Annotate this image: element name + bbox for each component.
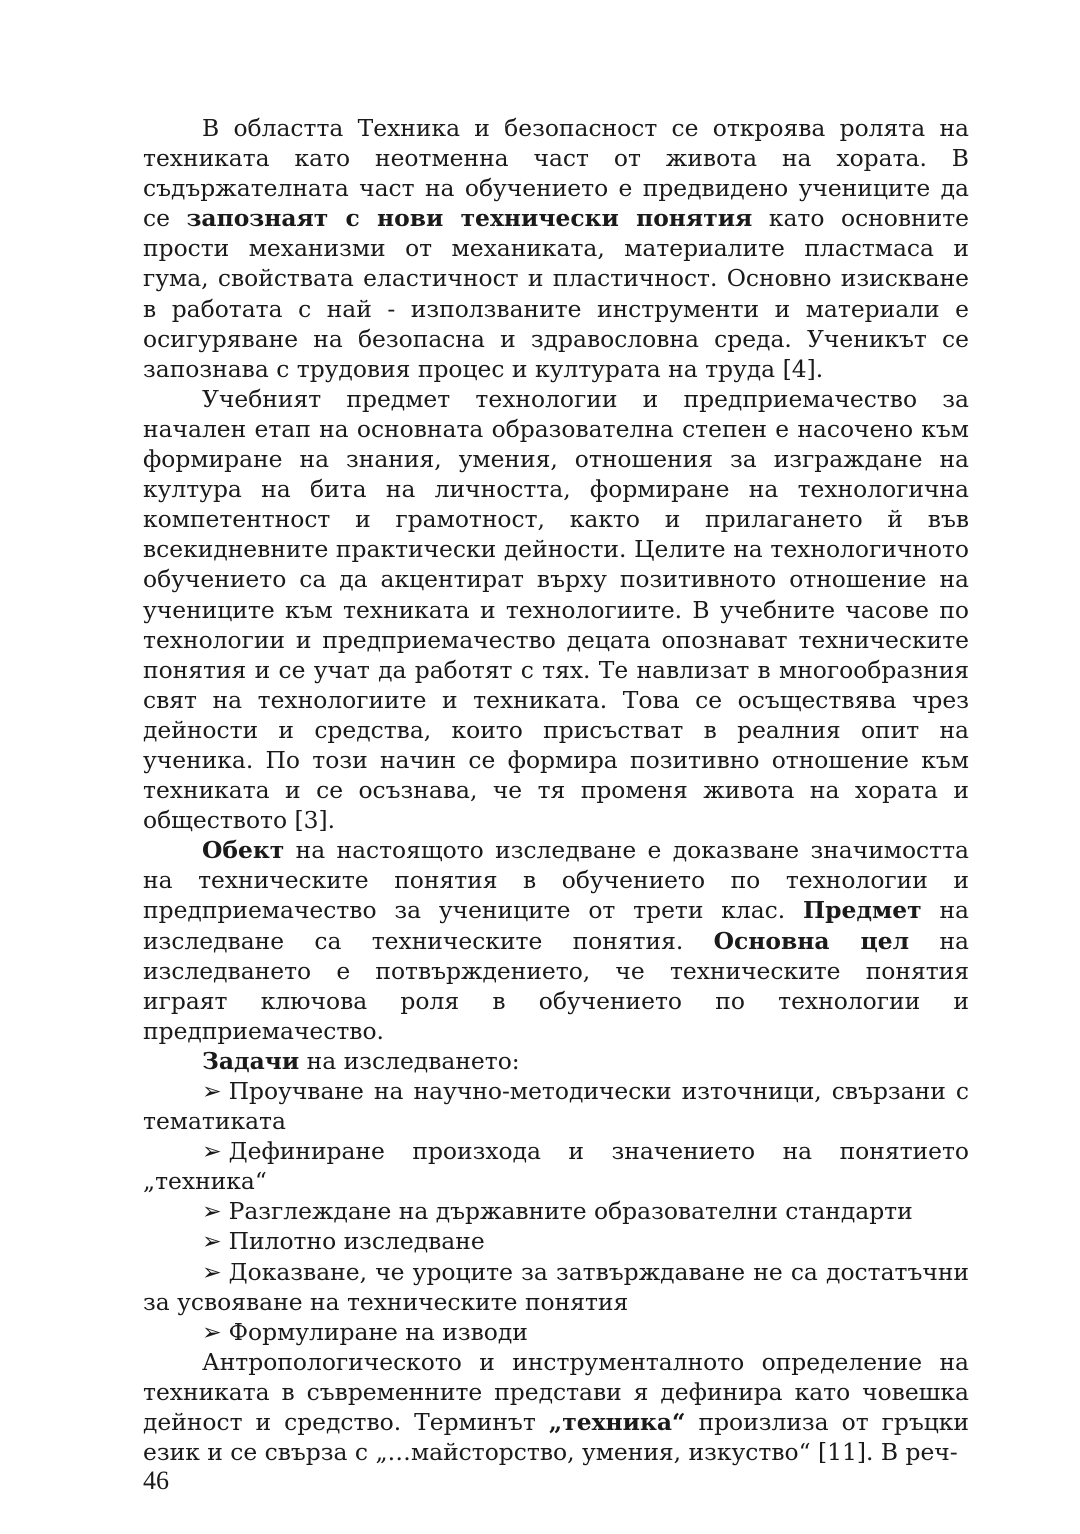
paragraph-subject-technologies [143,384,969,835]
paragraph-3-text-2: на изследване са техническите понятия. [143,896,969,955]
paragraph-3-text-1: на настоящото изследване е доказване значимостта на техническите понятия в обучението по технологии и предприемачество за учениците от трети клас. [143,836,969,925]
paragraph-1-bold: запознаят с нови технически понятия [186,204,753,233]
list-item [143,1136,969,1196]
tasks-heading-bold: Задачи [202,1046,300,1075]
subject-label: Предмет [803,896,922,925]
list-item-text: Дефиниране произхода и значението на понятието „техника“ [143,1137,969,1196]
main-goal-label: Основна цел [713,926,910,955]
paragraph-4-bold: „техника“ [548,1408,686,1437]
arrow-bullet-icon: ➢ [202,1317,222,1346]
list-item [143,1226,969,1256]
body-text [143,113,969,1467]
paragraph-3-text-3: на изследването е потвърждението, че техническите понятия играят ключова роля в обучението по технологии и предприемачество. [143,926,969,1045]
paragraph-1-text-b: като основните прости механизми от механиката, материалите пластмаса и гума, свойствата еластичност и пластичност. Основно изискване в работата с най - използваните инструменти и материали е осигуряване на безопасна и здравословна среда. Ученикът се запознава с трудовия процес и културата на труда [4]. [143,204,969,383]
list-item-text: Разглеждане на държавните образователни стандарти [228,1197,913,1226]
object-label: Обект [202,836,285,865]
paragraph-anthropological [143,1347,969,1467]
arrow-bullet-icon: ➢ [202,1077,222,1105]
arrow-bullet-icon: ➢ [202,1197,222,1226]
paragraph-2-text: Учебният предмет технологии и предприемачество за начален етап на основната образователна степен е насочено към формиране на знания, умения, отношения за изграждане на култура на бита на личността, формиране на технологична компетентност и грамотност, както и прилагането й във всекидневните практически дейности. Целите на технологичното обучението са да акцентират върху позитивното отношение на учениците към техниката и технологиите. В учебните часове по технологии и предприемачество децата опознават техническите понятия и се учат да работят с тях. Те навлизат в многообразния свят на технологиите и техниката. Това се осъществява чрез дейности и средства, които присъстват в реалния опит на ученика. По този начин се формира позитивно отношение към техниката и се осъзнава, че тя променя живота на хората и обществото [3]. [143,384,969,835]
paragraph-4-text-a: Антропологическото и инструменталното определение на техниката в съвременните представи я дефинира като човешка дейност и средство. Терминът [143,1347,969,1437]
list-item-text: Проучване на научно-методически източници, свързани с тематиката [143,1077,969,1136]
list-item [143,1076,969,1136]
tasks-heading [143,1046,969,1076]
paragraph-object-subject-goal [143,835,969,1046]
paragraph-4-text-b: произлиза от гръцки език и се свърза с „…майсторство, умения, изкуство“ [11]. В реч- [143,1408,969,1467]
list-item-text: Доказване, че уроците за затвърждаване не са достатъчни за усвояване на техническите понятия [143,1257,969,1316]
arrow-bullet-icon: ➢ [202,1227,222,1256]
list-item [143,1257,969,1317]
page-number: 46 [143,1466,169,1495]
tasks-heading-text: на изследването: [299,1046,520,1075]
arrow-bullet-icon: ➢ [202,1137,222,1166]
page-body [143,113,969,1467]
list-item [143,1317,969,1347]
arrow-bullet-icon: ➢ [202,1257,222,1286]
list-item-text: Пилотно изследване [228,1227,485,1256]
paragraph-1-text-a: В областта Техника и безопасност се откроява ролята на техниката като неотменна част от живота на хората. В съдържателната част на обучението е предвидено учениците да се [143,114,969,233]
list-item-text: Формулиране на изводи [228,1317,528,1346]
list-item [143,1196,969,1226]
paragraph-technique-safety [143,113,969,384]
